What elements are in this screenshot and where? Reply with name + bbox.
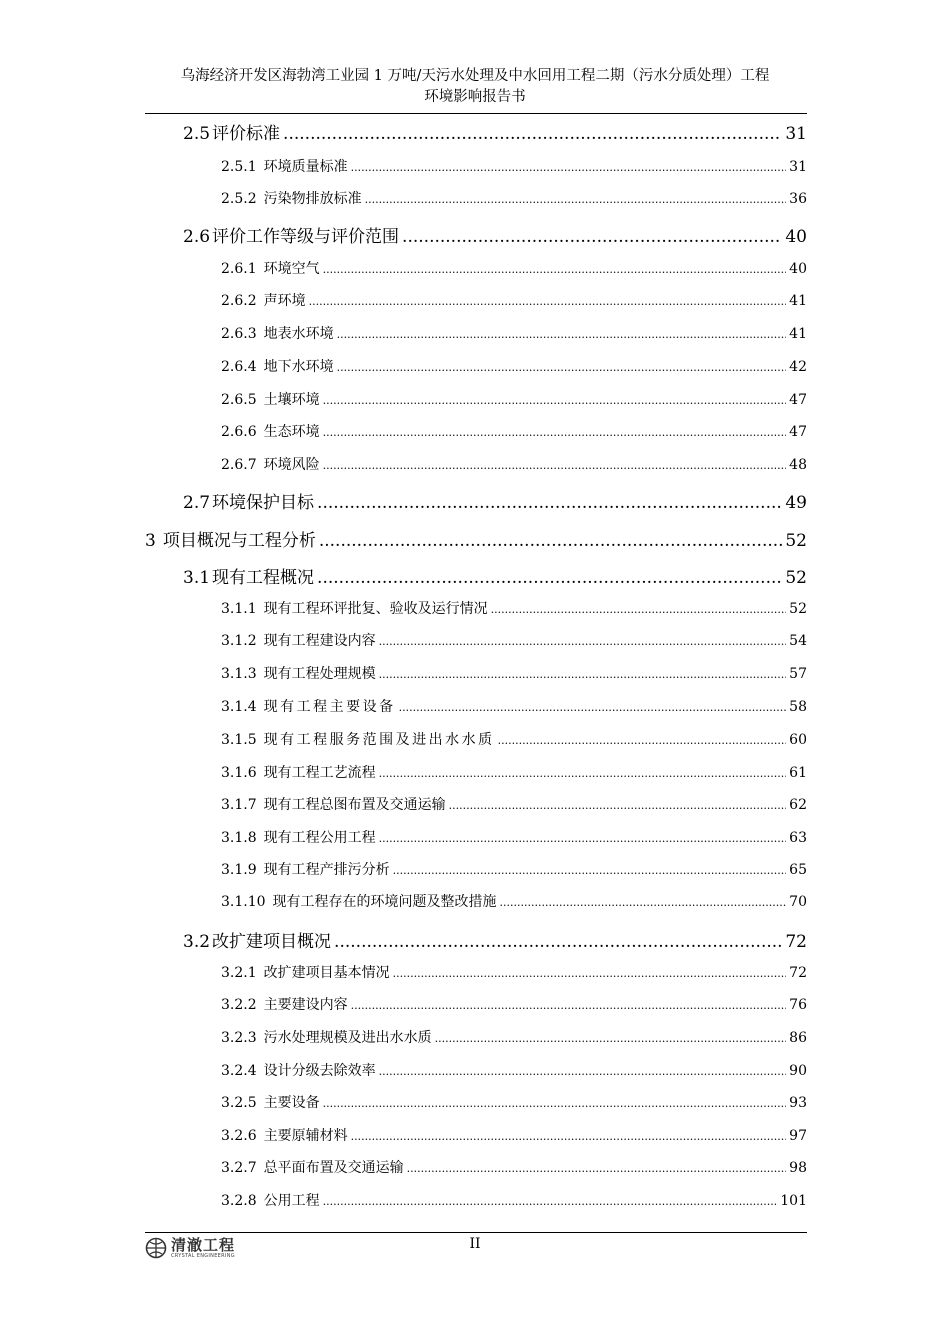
toc-entry-page: 40	[785, 227, 807, 247]
toc-entry-number: 2.6.2	[221, 293, 257, 309]
toc-entry-title: 环境质量标准	[263, 159, 348, 175]
toc-entry[interactable]	[221, 762, 807, 782]
toc-entry-page: 31	[785, 124, 807, 144]
toc-entry-number: 2.6	[183, 227, 211, 247]
toc-entry-title: 污染物排放标准	[263, 191, 362, 207]
toc-entry[interactable]	[221, 630, 807, 650]
toc-entry-title: 现有工程处理规模	[263, 666, 376, 682]
toc-dot-leader	[498, 732, 787, 748]
toc-entry-title: 环境风险	[263, 457, 320, 473]
toc-entry-title: 总平面布置及交通运输	[263, 1160, 404, 1176]
toc-entry-number: 3.2.8	[221, 1193, 257, 1209]
toc-entry-title: 土壤环境	[263, 392, 320, 408]
toc-entry-page: 90	[789, 1063, 807, 1079]
toc-dot-leader	[449, 797, 787, 813]
toc-entry-number: 2.6.1	[221, 261, 257, 277]
toc-entry-page: 93	[789, 1095, 807, 1111]
toc-dot-leader	[393, 862, 787, 878]
toc-dot-leader	[323, 1193, 778, 1209]
toc-entry-page: 41	[789, 293, 807, 309]
toc-entry[interactable]	[183, 488, 807, 513]
toc-entry-number: 2.7	[183, 493, 211, 513]
toc-entry[interactable]	[145, 526, 807, 551]
toc-dot-leader	[337, 326, 787, 342]
toc-dot-leader	[283, 124, 782, 144]
toc-entry[interactable]	[221, 421, 807, 441]
toc-dot-leader	[491, 601, 787, 617]
toc-entry[interactable]	[221, 156, 807, 176]
page-number: II	[469, 1236, 481, 1252]
toc-entry-title: 污水处理规模及进出水水质	[263, 1030, 432, 1046]
toc-entry-page: 86	[789, 1030, 807, 1046]
toc-dot-leader	[379, 666, 787, 682]
toc-entry-page: 61	[789, 765, 807, 781]
toc-dot-leader	[351, 997, 787, 1013]
toc-entry-page: 40	[789, 261, 807, 277]
toc-entry-title: 设计分级去除效率	[263, 1063, 376, 1079]
toc-entry-number: 3.2.5	[221, 1095, 257, 1111]
toc-entry[interactable]	[221, 290, 807, 310]
toc-entry-title: 现有工程环评批复、验收及运行情况	[263, 601, 488, 617]
toc-entry-title: 现有工程工艺流程	[263, 765, 376, 781]
toc-entry[interactable]	[183, 119, 807, 144]
toc-entry[interactable]	[183, 563, 807, 588]
toc-dot-leader	[407, 1160, 787, 1176]
toc-entry-title: 现有工程概况	[212, 568, 315, 588]
toc-entry[interactable]	[221, 827, 807, 847]
toc-entry-page: 60	[789, 732, 807, 748]
toc-entry[interactable]	[221, 729, 807, 749]
toc-dot-leader	[323, 392, 787, 408]
toc-entry[interactable]	[221, 696, 807, 716]
toc-entry-title: 主要设备	[263, 1095, 320, 1111]
toc-entry-page: 63	[789, 830, 807, 846]
toc-dot-leader	[317, 493, 782, 513]
toc-entry-number: 3.2.2	[221, 997, 257, 1013]
toc-entry-page: 52	[789, 601, 807, 617]
toc-entry[interactable]	[221, 962, 807, 982]
toc-entry-title: 项目概况与工程分析	[162, 531, 316, 551]
toc-entry-number: 3	[145, 531, 156, 551]
toc-entry-page: 76	[789, 997, 807, 1013]
toc-entry-title: 现有工程产排污分析	[263, 862, 390, 878]
toc-entry-number: 3.1.6	[221, 765, 257, 781]
toc-entry-number: 3.1.2	[221, 633, 257, 649]
toc-entry[interactable]	[221, 663, 807, 683]
toc-entry-title: 主要原辅材料	[263, 1128, 348, 1144]
toc-entry-number: 3.1.1	[221, 601, 257, 617]
toc-entry-page: 62	[789, 797, 807, 813]
toc-entry-number: 2.6.6	[221, 424, 257, 440]
toc-entry-page: 41	[789, 326, 807, 342]
toc-entry-title: 主要建设内容	[263, 997, 348, 1013]
toc-entry-number: 2.6.5	[221, 392, 257, 408]
toc-entry[interactable]	[221, 389, 807, 409]
toc-entry-number: 3.1.8	[221, 830, 257, 846]
toc-entry[interactable]	[221, 859, 807, 879]
toc-dot-leader	[351, 159, 787, 175]
toc-entry-page: 36	[789, 191, 807, 207]
toc-dot-leader	[323, 457, 787, 473]
logo-english-text: CRYSTAL ENGINEERING	[171, 1252, 235, 1259]
header-title-line2: 环境影响报告书	[424, 89, 526, 105]
toc-entry-page: 54	[789, 633, 807, 649]
toc-dot-leader	[379, 830, 787, 846]
toc-entry-title: 改扩建项目基本情况	[263, 965, 390, 981]
toc-dot-leader	[317, 568, 782, 588]
toc-entry[interactable]	[221, 188, 807, 208]
toc-entry-number: 3.2.4	[221, 1063, 257, 1079]
toc-entry[interactable]	[221, 258, 807, 278]
toc-entry-page: 57	[789, 666, 807, 682]
toc-entry[interactable]	[221, 794, 807, 814]
toc-entry-number: 3.2.7	[221, 1160, 257, 1176]
toc-entry[interactable]	[221, 891, 807, 911]
toc-entry-number: 3.1.9	[221, 862, 257, 878]
toc-entry-page: 47	[789, 424, 807, 440]
toc-dot-leader	[323, 261, 787, 277]
toc-entry-page: 47	[789, 392, 807, 408]
toc-entry-title: 评价工作等级与评价范围	[212, 227, 400, 247]
toc-entry[interactable]	[221, 1125, 807, 1145]
toc-entry-title: 声环境	[263, 293, 306, 309]
toc-entry-title: 公用工程	[263, 1193, 320, 1209]
toc-entry[interactable]	[221, 1027, 807, 1047]
toc-dot-leader	[337, 359, 787, 375]
toc-entry-number: 2.6.4	[221, 359, 257, 375]
toc-entry-title: 现有工程总图布置及交通运输	[263, 797, 446, 813]
toc-entry-number: 2.6.7	[221, 457, 257, 473]
toc-dot-leader	[319, 531, 783, 551]
toc-entry-page: 72	[789, 965, 807, 981]
toc-entry[interactable]	[221, 994, 807, 1014]
header-title-line1: 乌海经济开发区海勃湾工业园 1 万吨/天污水处理及中水回用工程二期（污水分质处理）工程	[180, 68, 770, 84]
toc-entry[interactable]	[221, 323, 807, 343]
toc-entry-number: 3.1.7	[221, 797, 257, 813]
globe-icon	[145, 1237, 167, 1259]
toc-entry-page: 98	[789, 1160, 807, 1176]
toc-dot-leader	[323, 424, 787, 440]
toc-entry-page: 97	[789, 1128, 807, 1144]
toc-dot-leader	[379, 633, 787, 649]
toc-entry-title: 地下水环境	[263, 359, 334, 375]
toc-entry[interactable]	[221, 1060, 807, 1080]
toc-entry-page: 31	[789, 159, 807, 175]
toc-entry-number: 3.1.3	[221, 666, 257, 682]
toc-entry[interactable]	[221, 598, 807, 618]
toc-entry-number: 3.1.4	[221, 699, 257, 715]
toc-dot-leader	[393, 965, 787, 981]
toc-entry[interactable]	[221, 1092, 807, 1112]
toc-entry-page: 48	[789, 457, 807, 473]
toc-dot-leader	[334, 932, 782, 952]
toc-entry-page: 72	[785, 932, 807, 952]
toc-dot-leader	[323, 1095, 787, 1111]
toc-entry-title: 环境空气	[263, 261, 320, 277]
toc-dot-leader	[351, 1128, 787, 1144]
toc-entry-page: 49	[785, 493, 807, 513]
toc-dot-leader	[365, 191, 787, 207]
toc-entry-page: 101	[780, 1193, 807, 1209]
toc-entry[interactable]	[183, 222, 807, 247]
toc-entry-title: 现有工程公用工程	[263, 830, 376, 846]
toc-dot-leader	[399, 699, 787, 715]
toc-entry-number: 3.2.1	[221, 965, 257, 981]
toc-entry-title: 地表水环境	[263, 326, 334, 342]
toc-entry[interactable]	[221, 1157, 807, 1177]
toc-entry-number: 3.1	[183, 568, 211, 588]
logo-chinese-text: 清澈工程	[171, 1235, 236, 1254]
toc-entry-number: 2.6.3	[221, 326, 257, 342]
toc-entry[interactable]	[221, 1190, 807, 1210]
toc-dot-leader	[379, 1063, 787, 1079]
toc-entry-number: 2.5.2	[221, 191, 257, 207]
company-logo	[145, 1236, 253, 1260]
toc-entry-title: 改扩建项目概况	[212, 932, 332, 952]
toc-entry-number: 2.5.1	[221, 159, 257, 175]
footer-divider	[145, 1232, 807, 1233]
toc-entry-page: 52	[785, 568, 807, 588]
toc-entry-page: 65	[789, 862, 807, 878]
toc-entry-title: 环境保护目标	[212, 493, 315, 513]
toc-entry-title: 现有工程主要设备	[263, 699, 396, 715]
toc-entry-title: 现有工程存在的环境问题及整改措施	[272, 894, 497, 910]
toc-entry-title: 生态环境	[263, 424, 320, 440]
toc-entry-title: 现有工程建设内容	[263, 633, 376, 649]
toc-entry-title: 评价标准	[212, 124, 281, 144]
toc-entry-page: 58	[789, 699, 807, 715]
toc-entry-page: 42	[789, 359, 807, 375]
toc-entry-title: 现有工程服务范围及进出水水质	[263, 732, 495, 748]
toc-entry[interactable]	[221, 356, 807, 376]
toc-dot-leader	[379, 765, 787, 781]
toc-entry[interactable]	[183, 927, 807, 952]
toc-entry-number: 3.1.10	[221, 894, 266, 910]
toc-dot-leader	[402, 227, 782, 247]
toc-dot-leader	[435, 1030, 787, 1046]
toc-dot-leader	[500, 894, 787, 910]
toc-entry-number: 3.1.5	[221, 732, 257, 748]
toc-entry-number: 3.2.3	[221, 1030, 257, 1046]
toc-entry-number: 3.2	[183, 932, 211, 952]
toc-entry-number: 3.2.6	[221, 1128, 257, 1144]
toc-dot-leader	[309, 293, 787, 309]
toc-entry-number: 2.5	[183, 124, 211, 144]
toc-entry-page: 70	[789, 894, 807, 910]
toc-entry[interactable]	[221, 454, 807, 474]
toc-entry-page: 52	[785, 531, 807, 551]
